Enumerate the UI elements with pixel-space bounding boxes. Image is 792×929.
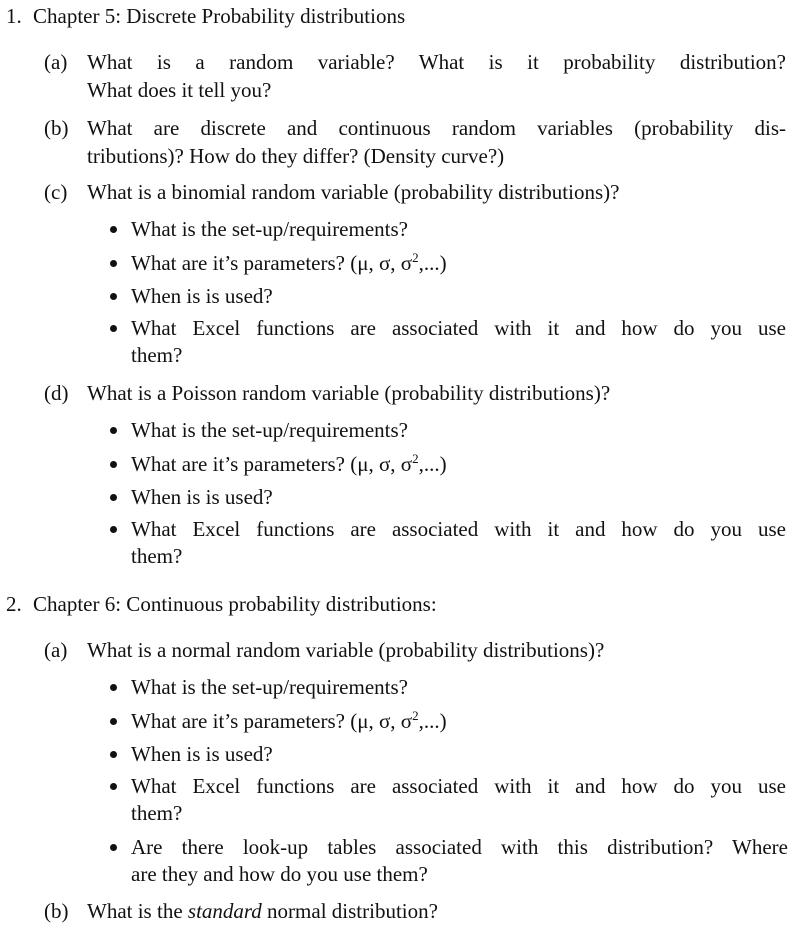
bullet-text: are they and how do you use them?: [131, 862, 428, 886]
section-title: Chapter 5: Discrete Probability distributions: [33, 4, 406, 28]
item-text: What does it tell you?: [87, 78, 272, 102]
item-label: (b): [44, 116, 69, 140]
item-text: tributions)? How do they differ? (Density curve?): [87, 144, 505, 168]
item-text-part: normal distribution?: [267, 899, 438, 923]
section-title: Chapter 6: Continuous probability distributions:: [33, 592, 437, 616]
superscript: 2: [412, 451, 419, 466]
superscript: 2: [412, 250, 419, 265]
bullet-text: [131, 452, 447, 476]
item-text: What is a random variable? What is it probability distribution?: [87, 50, 786, 74]
bullet-text: What is the set-up/requirements?: [131, 675, 408, 699]
item-label: (d): [44, 381, 69, 405]
params-text: What are it’s parameters? (μ, σ, σ: [131, 452, 413, 476]
bullet-text: them?: [131, 544, 183, 568]
superscript: 2: [412, 708, 419, 723]
bullet-text: What Excel functions are associated with it and how do you use: [131, 517, 786, 541]
section-2-heading: [6, 592, 437, 616]
bullet-icon: [110, 427, 117, 434]
section-number: 2.: [6, 592, 22, 616]
bullet-icon: [110, 783, 117, 790]
bullet-icon: [110, 751, 117, 758]
section-number: 1.: [6, 4, 22, 28]
bullet-icon: [110, 226, 117, 233]
bullet-icon: [110, 526, 117, 533]
params-text: ,...): [418, 452, 447, 476]
bullet-icon: [110, 494, 117, 501]
params-text: ,...): [418, 251, 447, 275]
bullet-text: When is is used?: [131, 284, 273, 308]
item-label: (a): [44, 50, 68, 74]
item-label: (c): [44, 180, 68, 204]
item-text: [87, 899, 438, 923]
bullet-text: them?: [131, 343, 183, 367]
bullet-text: When is is used?: [131, 742, 273, 766]
bullet-text: Are there look-up tables associated with this distribution? Where: [131, 835, 788, 859]
params-text: ,...): [418, 709, 447, 733]
bullet-text: What Excel functions are associated with it and how do you use: [131, 774, 786, 798]
bullet-text: What is the set-up/requirements?: [131, 217, 408, 241]
bullet-icon: [110, 293, 117, 300]
params-text: What are it’s parameters? (μ, σ, σ: [131, 251, 413, 275]
bullet-icon: [110, 461, 117, 468]
bullet-icon: [110, 718, 117, 725]
item-text: What is a binomial random variable (probability distributions)?: [87, 180, 620, 204]
item-text: What are discrete and continuous random variables (probability dis-: [87, 116, 786, 140]
bullet-text: [131, 251, 447, 275]
emphasis-text: standard: [187, 899, 262, 923]
item-text-part: What is the: [87, 899, 183, 923]
bullet-text: them?: [131, 801, 183, 825]
item-text: What is a Poisson random variable (probability distributions)?: [87, 381, 611, 405]
bullet-icon: [110, 325, 117, 332]
bullet-text: [131, 709, 447, 733]
bullet-text: What is the set-up/requirements?: [131, 418, 408, 442]
bullet-icon: [110, 684, 117, 691]
bullet-text: When is is used?: [131, 485, 273, 509]
bullet-text: What Excel functions are associated with it and how do you use: [131, 316, 786, 340]
bullet-icon: [110, 260, 117, 267]
item-label: (b): [44, 899, 69, 923]
item-label: (a): [44, 638, 68, 662]
item-text: What is a normal random variable (probability distributions)?: [87, 638, 605, 662]
section-1-heading: [6, 4, 405, 28]
params-text: What are it’s parameters? (μ, σ, σ: [131, 709, 413, 733]
bullet-icon: [110, 844, 117, 851]
